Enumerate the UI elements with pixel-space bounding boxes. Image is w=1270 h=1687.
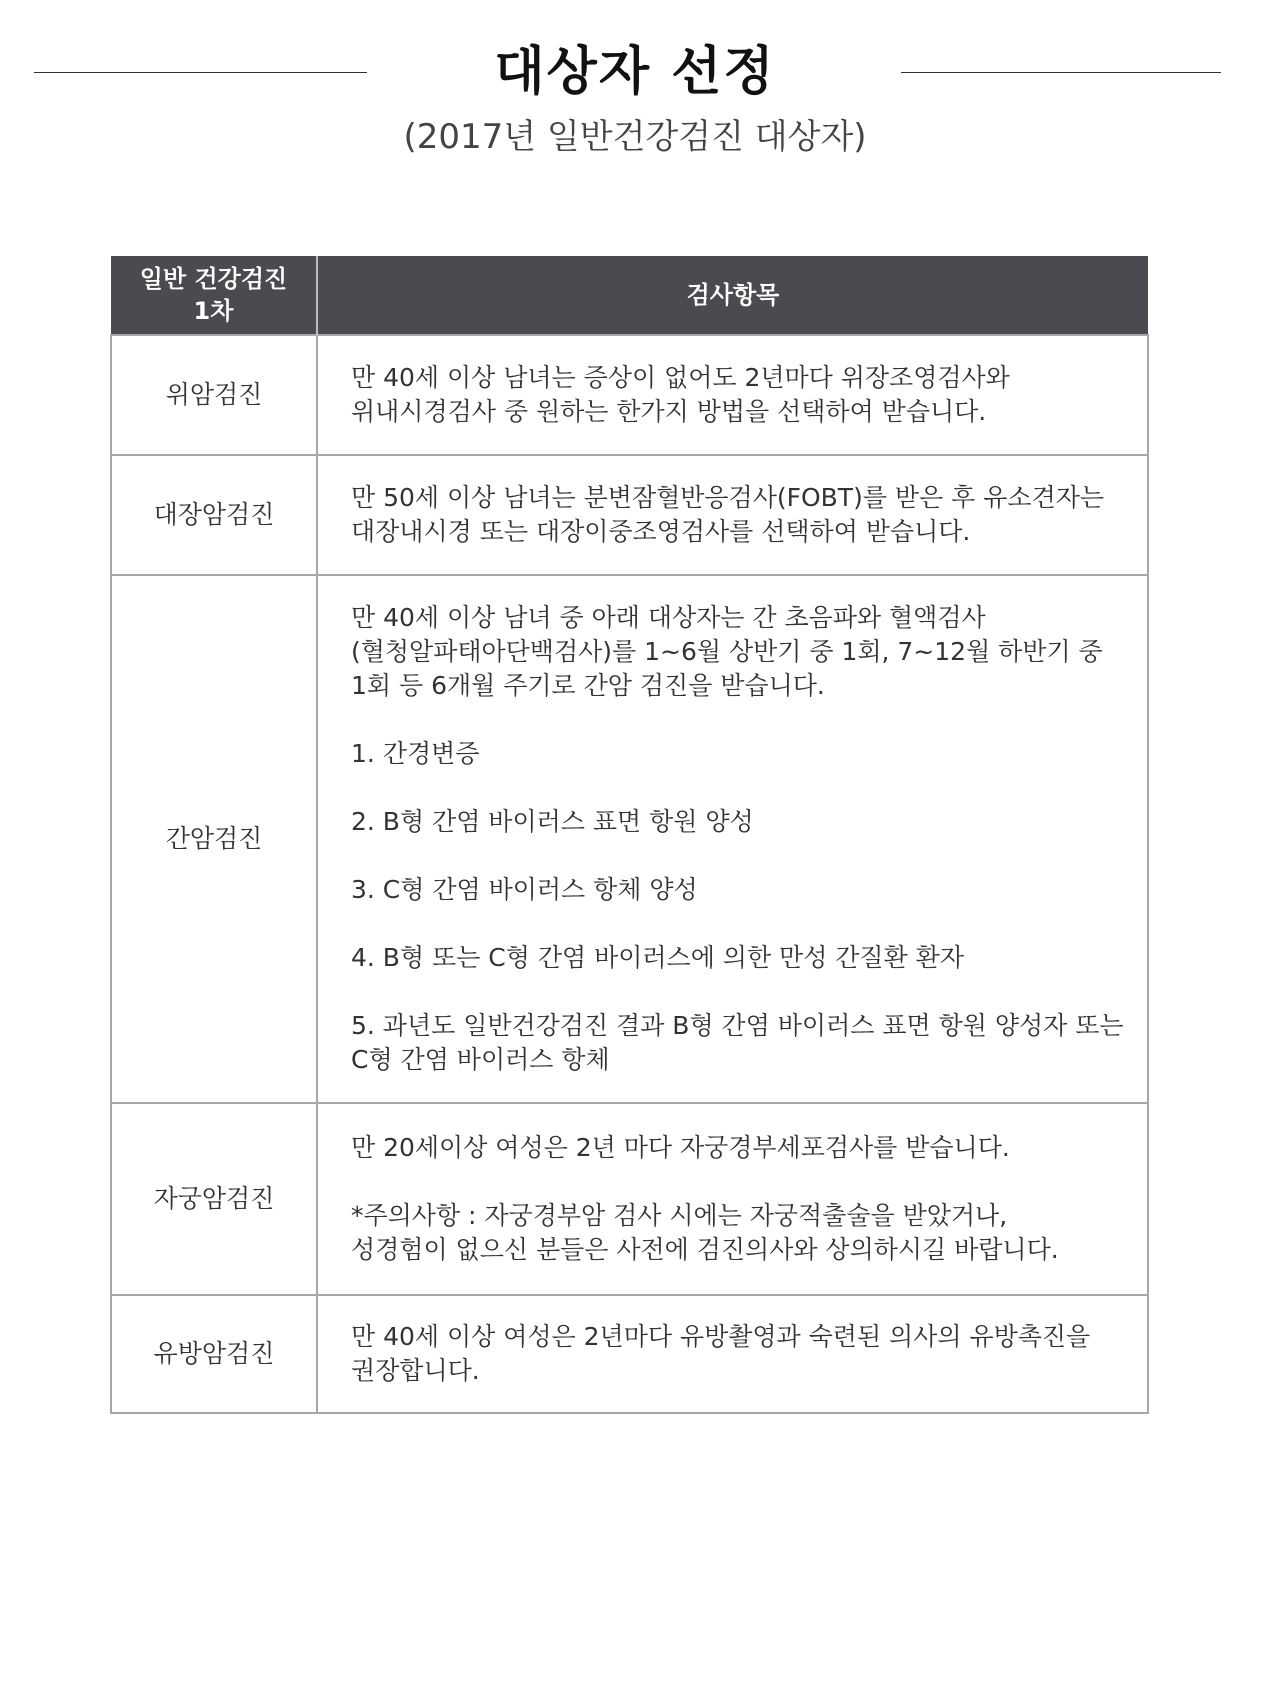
spacer: [351, 907, 1147, 941]
description-cell: [317, 1295, 1148, 1413]
spacer: [351, 1165, 1147, 1199]
category-cell: 대장암검진: [111, 455, 317, 575]
list-item-continuation: C형 간염 바이러스 항체: [351, 1045, 610, 1074]
description-cell: [317, 1103, 1148, 1295]
description-line: 대장내시경 또는 대장이중조영검사를 선택하여 받습니다.: [351, 517, 971, 546]
screening-table: [110, 256, 1149, 1414]
description-cell: [317, 335, 1148, 455]
table-row-liver: [111, 575, 1148, 1103]
header-category: [111, 256, 317, 335]
header-category-line1: 일반 건강검진: [139, 265, 288, 293]
header-category-line2: 1차: [193, 297, 234, 325]
list-item: 3. C형 간염 바이러스 항체 양성: [351, 875, 698, 904]
description-line: 권장합니다.: [351, 1356, 480, 1385]
description-line: 1회 등 6개월 주기로 간암 검진을 받습니다.: [351, 671, 825, 700]
list-item: 1. 간경변증: [351, 739, 480, 768]
description-line: 위내시경검사 중 원하는 한가지 방법을 선택하여 받습니다.: [351, 397, 987, 426]
spacer: [351, 839, 1147, 873]
page-header: [0, 0, 1270, 200]
table-row-breast: [111, 1295, 1148, 1413]
table-row-cervical: [111, 1103, 1148, 1295]
category-cell: 간암검진: [111, 575, 317, 1103]
spacer: [351, 703, 1147, 737]
page-title: 대상자 선정: [494, 42, 776, 102]
caution-note: 성경험이 없으신 분들은 사전에 검진의사와 상의하시길 바랍니다.: [351, 1235, 1059, 1264]
list-item: 2. B형 간염 바이러스 표면 항원 양성: [351, 807, 754, 836]
page-subtitle: (2017년 일반건강검진 대상자): [403, 117, 867, 157]
description-line: 만 50세 이상 남녀는 분변잠혈반응검사(FOBT)를 받은 후 유소견자는: [351, 483, 1105, 512]
description-line: 만 40세 이상 남녀 중 아래 대상자는 간 초음파와 혈액검사: [351, 603, 986, 632]
list-item: 4. B형 또는 C형 간염 바이러스에 의한 만성 간질환 환자: [351, 943, 964, 972]
category-cell: 위암검진: [111, 335, 317, 455]
header-items: 검사항목: [317, 256, 1148, 335]
spacer: [351, 771, 1147, 805]
category-cell: 자궁암검진: [111, 1103, 317, 1295]
description-line: 만 40세 이상 남녀는 증상이 없어도 2년마다 위장조영검사와: [351, 363, 1010, 392]
list-item: 5. 과년도 일반건강검진 결과 B형 간염 바이러스 표면 항원 양성자 또는: [351, 1011, 1124, 1040]
description-cell: [317, 455, 1148, 575]
description-line: 만 40세 이상 여성은 2년마다 유방촬영과 숙련된 의사의 유방촉진을: [351, 1322, 1091, 1351]
description-line: (혈청알파태아단백검사)를 1~6월 상반기 중 1회, 7~12월 하반기 중: [351, 637, 1103, 666]
table-row-colon: [111, 455, 1148, 575]
category-cell: 유방암검진: [111, 1295, 317, 1413]
caution-note: *주의사항 : 자궁경부암 검사 시에는 자궁적출술을 받았거나,: [351, 1201, 1008, 1230]
table-row-stomach: [111, 335, 1148, 455]
description-line: 만 20세이상 여성은 2년 마다 자궁경부세포검사를 받습니다.: [351, 1133, 1010, 1162]
description-cell: [317, 575, 1148, 1103]
table-header-row: [111, 256, 1148, 335]
spacer: [351, 975, 1147, 1009]
